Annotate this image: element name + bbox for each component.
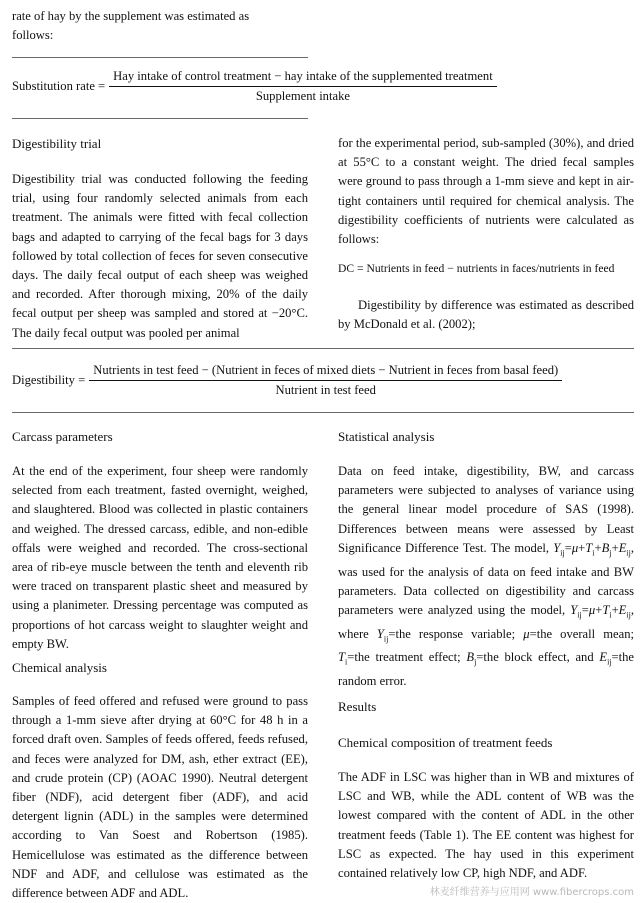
formula-numerator: Nutrients in test feed − (Nutrient in feces of mixed diets − Nutrient in feces from basal feed) bbox=[89, 363, 562, 381]
model-equation-2: $Y_{ij}=\mu+T_i+E_{ij}$, bbox=[570, 602, 634, 620]
intro-line-2: follows: bbox=[12, 28, 54, 43]
digestibility-trial-body: Digestibility trial was conducted following the feeding trial, using four randomly selected animals from each treatment. The animals were fitted with fecal collection bags and adapted to carrying of the fecal bags for 3 days followed by total collection of feces for seven consecutive days. The daily fecal output of each sheep was weighed and recorded. After thorough mixing, 20% of the daily fecal output per sheep was sampled and stored at −20°C. The daily fecal output was pooled per animal bbox=[12, 172, 308, 340]
variable-mu: μ bbox=[523, 626, 530, 641]
digestibility-formula bbox=[12, 360, 562, 400]
digestibility-by-difference-text: Digestibility by difference was estimated as described by McDonald et al. (2002); bbox=[338, 298, 634, 332]
model-equation-1: $Y_{ij}=\mu+T_i+B_j+E_{ij}$, bbox=[553, 540, 634, 558]
eij-definition: =the random error. bbox=[338, 650, 635, 689]
digestibility-trial-continued: for the experimental period, sub-sampled (30%), and dried at 55°C to a constant weight. The dried fecal samples were ground to pass through a 1-mm sieve and kept in air-tight containers until required for chemical analysis. The digestibility coefficients of nutrients were calculated as follows: bbox=[338, 136, 634, 247]
section-heading-digestibility-trial: Digestibility trial bbox=[12, 136, 102, 151]
formula-denominator: Nutrient in test feed bbox=[275, 382, 376, 397]
where-text: where bbox=[338, 626, 369, 641]
intro-text bbox=[12, 7, 312, 45]
section-heading-carcass-parameters: Carcass parameters bbox=[12, 429, 113, 444]
formula-lhs: Digestibility = bbox=[12, 372, 86, 387]
section-heading-chemical-analysis: Chemical analysis bbox=[12, 660, 107, 675]
chemical-analysis-body: Samples of feed offered and refused were ground to pass through a 1-mm sieve after drying at 60°C for 48 h in a forced draft oven. Samples of feeds offered, feeds refused, and feces were analyzed for DM, ash, ether extract (EE), and crude protein (CP) (AOAC 1990). Neutral detergent fiber (NDF), acid detergent fiber (ADF), and acid detergent lignin (ADL) in the samples were determined according to Van Soest and Robertson (1985). Hemicellulose was estimated as the difference between NDF and ADF, and cellulose was estimated as the difference between ADF and ADL. bbox=[12, 694, 308, 901]
formula-denominator: Supplement intake bbox=[255, 88, 350, 103]
divider bbox=[12, 118, 308, 119]
intro-line-1: rate of hay by the supplement was estimated as bbox=[12, 9, 250, 23]
ti-definition: =the treatment effect; bbox=[347, 650, 461, 665]
subsection-heading-chemical-composition: Chemical composition of treatment feeds bbox=[338, 735, 553, 750]
mu-definition: =the overall mean; bbox=[529, 626, 635, 641]
divider bbox=[12, 57, 308, 58]
yij-definition: =the response variable; bbox=[388, 626, 516, 641]
substitution-rate-formula bbox=[12, 66, 497, 106]
watermark-text: 林麦纤维营养与应用网 www.fibercrops.com bbox=[429, 887, 634, 898]
divider bbox=[12, 348, 634, 349]
section-heading-statistical-analysis: Statistical analysis bbox=[338, 429, 435, 444]
variable-eij: $E_{ij}$ bbox=[599, 650, 612, 667]
statistical-text-b: was used for the analysis of data on feed intake and BW parameters. Data collected on digestibility and carcass parameters were analyzed using the model, bbox=[338, 564, 634, 617]
statistical-analysis-body bbox=[338, 462, 634, 691]
carcass-parameters-body: At the end of the experiment, four sheep were randomly selected from each treatment, fasted overnight, weighed, and slaughtered. Blood was collected in plastic containers and weighed. The dressed carcass, edible, and non-edible offals were weighed and recorded. The cross-sectional area of rib-eye muscle between the tenth and eleventh rib were traced on transparent plastic sheet and measured by using a planimeter. Dressing percentage was computed as proportions of hot carcass weight to slaughter weight and empty BW. bbox=[12, 464, 308, 651]
variable-ti: $T_i$ bbox=[338, 650, 348, 667]
variable-yij: $Y_{ij}$ bbox=[376, 626, 389, 644]
formula-lhs: Substitution rate = bbox=[12, 78, 106, 93]
results-body: The ADF in LSC was higher than in WB and mixtures of LSC and WB, while the ADL content of WB was the lowest compared with the content of ADL in the other treatment feeds (Table 1). The EE content was highest for LSC as expected. The hay used in this experiment contained relatively low CP, high NDF, and ADF. bbox=[338, 770, 634, 881]
section-heading-results: Results bbox=[338, 699, 377, 714]
dc-formula: DC = Nutrients in feed − nutrients in faces/nutrients in feed bbox=[338, 262, 615, 275]
variable-bj: $B_j$ bbox=[466, 650, 477, 667]
statistical-text-a: Data on feed intake, digestibility, BW, and carcass parameters were subjected to analyses of variance using the general linear model procedure of SAS (1998). Differences between means were assessed by Least Significance Difference Test. The model, bbox=[338, 464, 634, 555]
divider bbox=[12, 412, 634, 413]
formula-numerator: Hay intake of control treatment − hay intake of the supplemented treatment bbox=[109, 69, 497, 87]
bj-definition: =the block effect, and bbox=[476, 650, 594, 665]
